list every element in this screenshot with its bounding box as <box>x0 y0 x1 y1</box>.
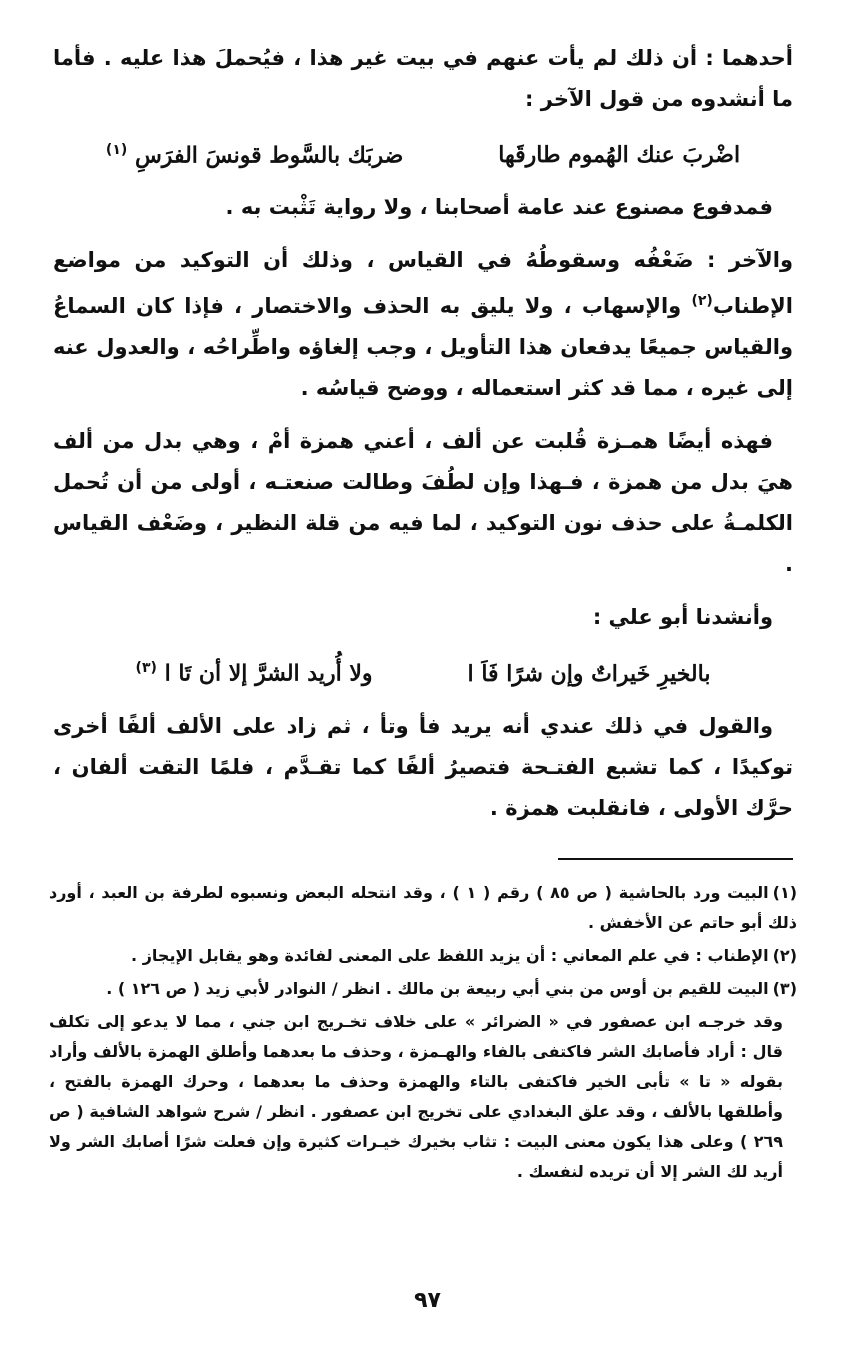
footnote-mark-2: (٢) <box>691 293 713 310</box>
verse-1 <box>53 122 793 183</box>
paragraph-1: أحدهما : أن ذلك لم يأت عنهم في بيت غير هذا ، فيُحملَ هذا عليه . فأما ما أنشدوه من قول الآخر : <box>53 46 793 111</box>
footnote-1-text: البيت ورد بالحاشية ( ص ٨٥ ) رقم ( ١ ) ، وقد انتحله البعض ونسبوه لطرفة بن العبد ، أورد ذلك أبو حاتم عن الأخفش . <box>49 883 797 932</box>
footnote-mark-3: (٣) <box>135 660 157 677</box>
paragraph-4: فهذه أيضًا همـزة قُلبت عن ألف ، أعني همزة أمْ ، وهي بدل من ألف هيَ بدل من همزة ، فـهذا وإن لطُفَ وطالت صنعتـه ، أولى من أن تُحمل الكلمـةُ على حذف نون التوكيد ، لما فيه من قلة النظير ، وضَعْف القياس . <box>53 429 793 577</box>
footnote-mark-1: (١) <box>105 142 128 158</box>
verse-1-first-hemistich: اضْربَ عنك الهُموم طارقَها <box>498 142 741 169</box>
footnote-2-text: الإطناب : في علم المعاني : أن يزيد اللفظ على المعنى لفائدة وهو يقابل الإيجاز . <box>131 946 769 965</box>
footnote-1-number: (١) <box>772 883 798 902</box>
footnote-2-number: (٢) <box>772 946 797 965</box>
paragraph-3-rest: والإسهاب ، ولا يليق به الحذف والاختصار ، فإذا كان السماعُ والقياس جميعًا يدفعان هذا التأويل ، وجب إلغاؤه واطِّراحُه ، والعدول عنه إلى غيره ، مما قد كثر استعماله ، ووضح قياسُه . <box>53 294 793 401</box>
paragraph-3-start: والآخر : ضَعْفُه وسقوطُهُ في القياس ، وذلك أن التوكيد من مواضع الإطناب <box>53 248 793 319</box>
footnote-1 <box>49 878 797 938</box>
footnote-3 <box>49 974 797 1004</box>
verse-1-second-hemistich <box>106 122 403 183</box>
paragraph-3 <box>53 240 793 409</box>
footnote-3-continuation: وقد خرجـه ابن عصفور في « الضرائر » على خلاف تخـريج ابن جني ، مما لا يدعو إلى تكلف قال : أراد فأصابك الشر فاكتفى بالفاء والهـمزة ، وحذف ما بعدهما وأطلق الهمزة بالألف وأراد بقوله « تا » تأبى الخير فاكتفى بالتاء والهمزة وحذف ما بعدهما ، وحرك الهمزة بالفتح ، وأطلقها بالألف ، وقد علق البغدادي على تخريج ابن عصفور . انظر / شرح شواهد الشافية ( ص ٢٦٩ ) وعلى هذا يكون معنى البيت : تثاب بخيرك خيـرات كثيرة وإن فعلت شرًا أصابك الشر ولا أريد لك الشر إلا أن تريده لنفسك . <box>49 1012 783 1181</box>
footnote-divider <box>558 858 793 860</box>
paragraph-2: فمدفوع مصنوع عند عامة أصحابنا ، ولا رواية تَثْبت به . <box>225 195 773 220</box>
paragraph-5: وأنشدنا أبو علي : <box>592 605 773 630</box>
footnotes <box>49 878 797 1187</box>
page-number: ٩٧ <box>414 1288 441 1313</box>
verse-1-second-text: ضربَك بالسَّوط قونسَ الفرَسِ <box>134 142 404 169</box>
main-text <box>53 38 793 829</box>
verse-2 <box>53 640 793 701</box>
verse-2-first-hemistich: بالخيرِ خَيراتٌ وإن شرًا فَاَ ا <box>467 660 711 687</box>
verse-2-second-hemistich <box>136 640 373 701</box>
verse-2-second-text: ولا أُريد الشرَّ إلا أن تَا ا <box>164 660 373 687</box>
footnote-3-number: (٣) <box>772 979 797 998</box>
paragraph-6: والقول في ذلك عندي أنه يريد فأ وتأ ، ثم زاد على الألف ألفًا أخرى توكيدًا ، كما تشبع الفتـحة فتصيرُ ألفًا كما تقـدَّم ، فلمًا التقت ألفان ، حرَّك الأولى ، فانقلبت همزة . <box>53 713 793 820</box>
footnote-3-text: البيت للقيم بن أوس من بني أبي ربيعة بن مالك . انظر / النوادر لأبي زيد ( ص ١٢٦ ) . <box>106 979 769 998</box>
footnote-2 <box>49 941 797 971</box>
